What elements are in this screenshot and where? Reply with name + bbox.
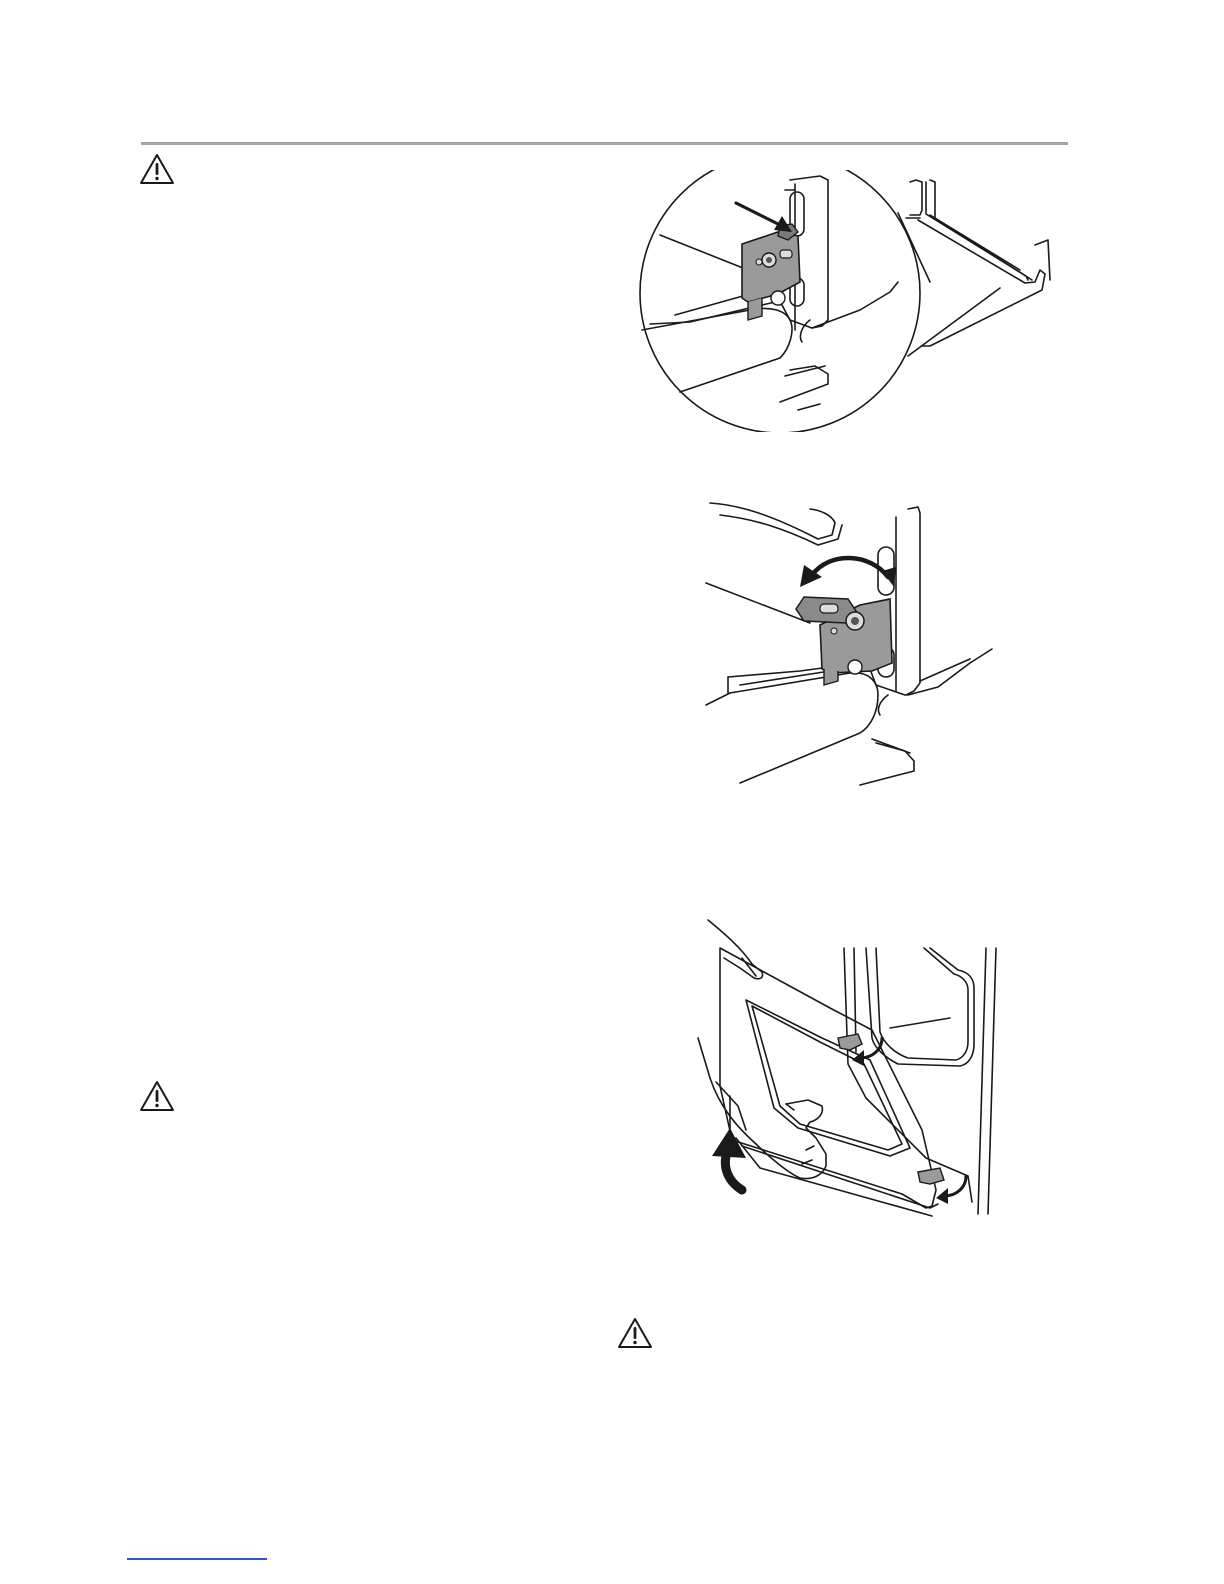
pointer-arrow-icon (736, 203, 792, 232)
door-removal-illustration (690, 918, 1010, 1223)
hinge-lock-detail-illustration (630, 170, 1060, 432)
hinge-plate (838, 1034, 944, 1184)
hinge-plate (742, 224, 800, 320)
footer-link-underline[interactable] (127, 1558, 267, 1560)
rotate-arrow-icon (800, 558, 896, 587)
hinge-arrow-icon (852, 1038, 966, 1204)
lift-arrow-icon (712, 1128, 746, 1190)
top-divider-rule (141, 142, 1068, 145)
warning-triangle-icon (617, 1317, 653, 1349)
hinge-plate (796, 597, 892, 685)
warning-triangle-icon (139, 153, 175, 185)
warning-triangle-icon (139, 1080, 175, 1112)
hinge-lever-rotate-illustration (700, 495, 1000, 790)
